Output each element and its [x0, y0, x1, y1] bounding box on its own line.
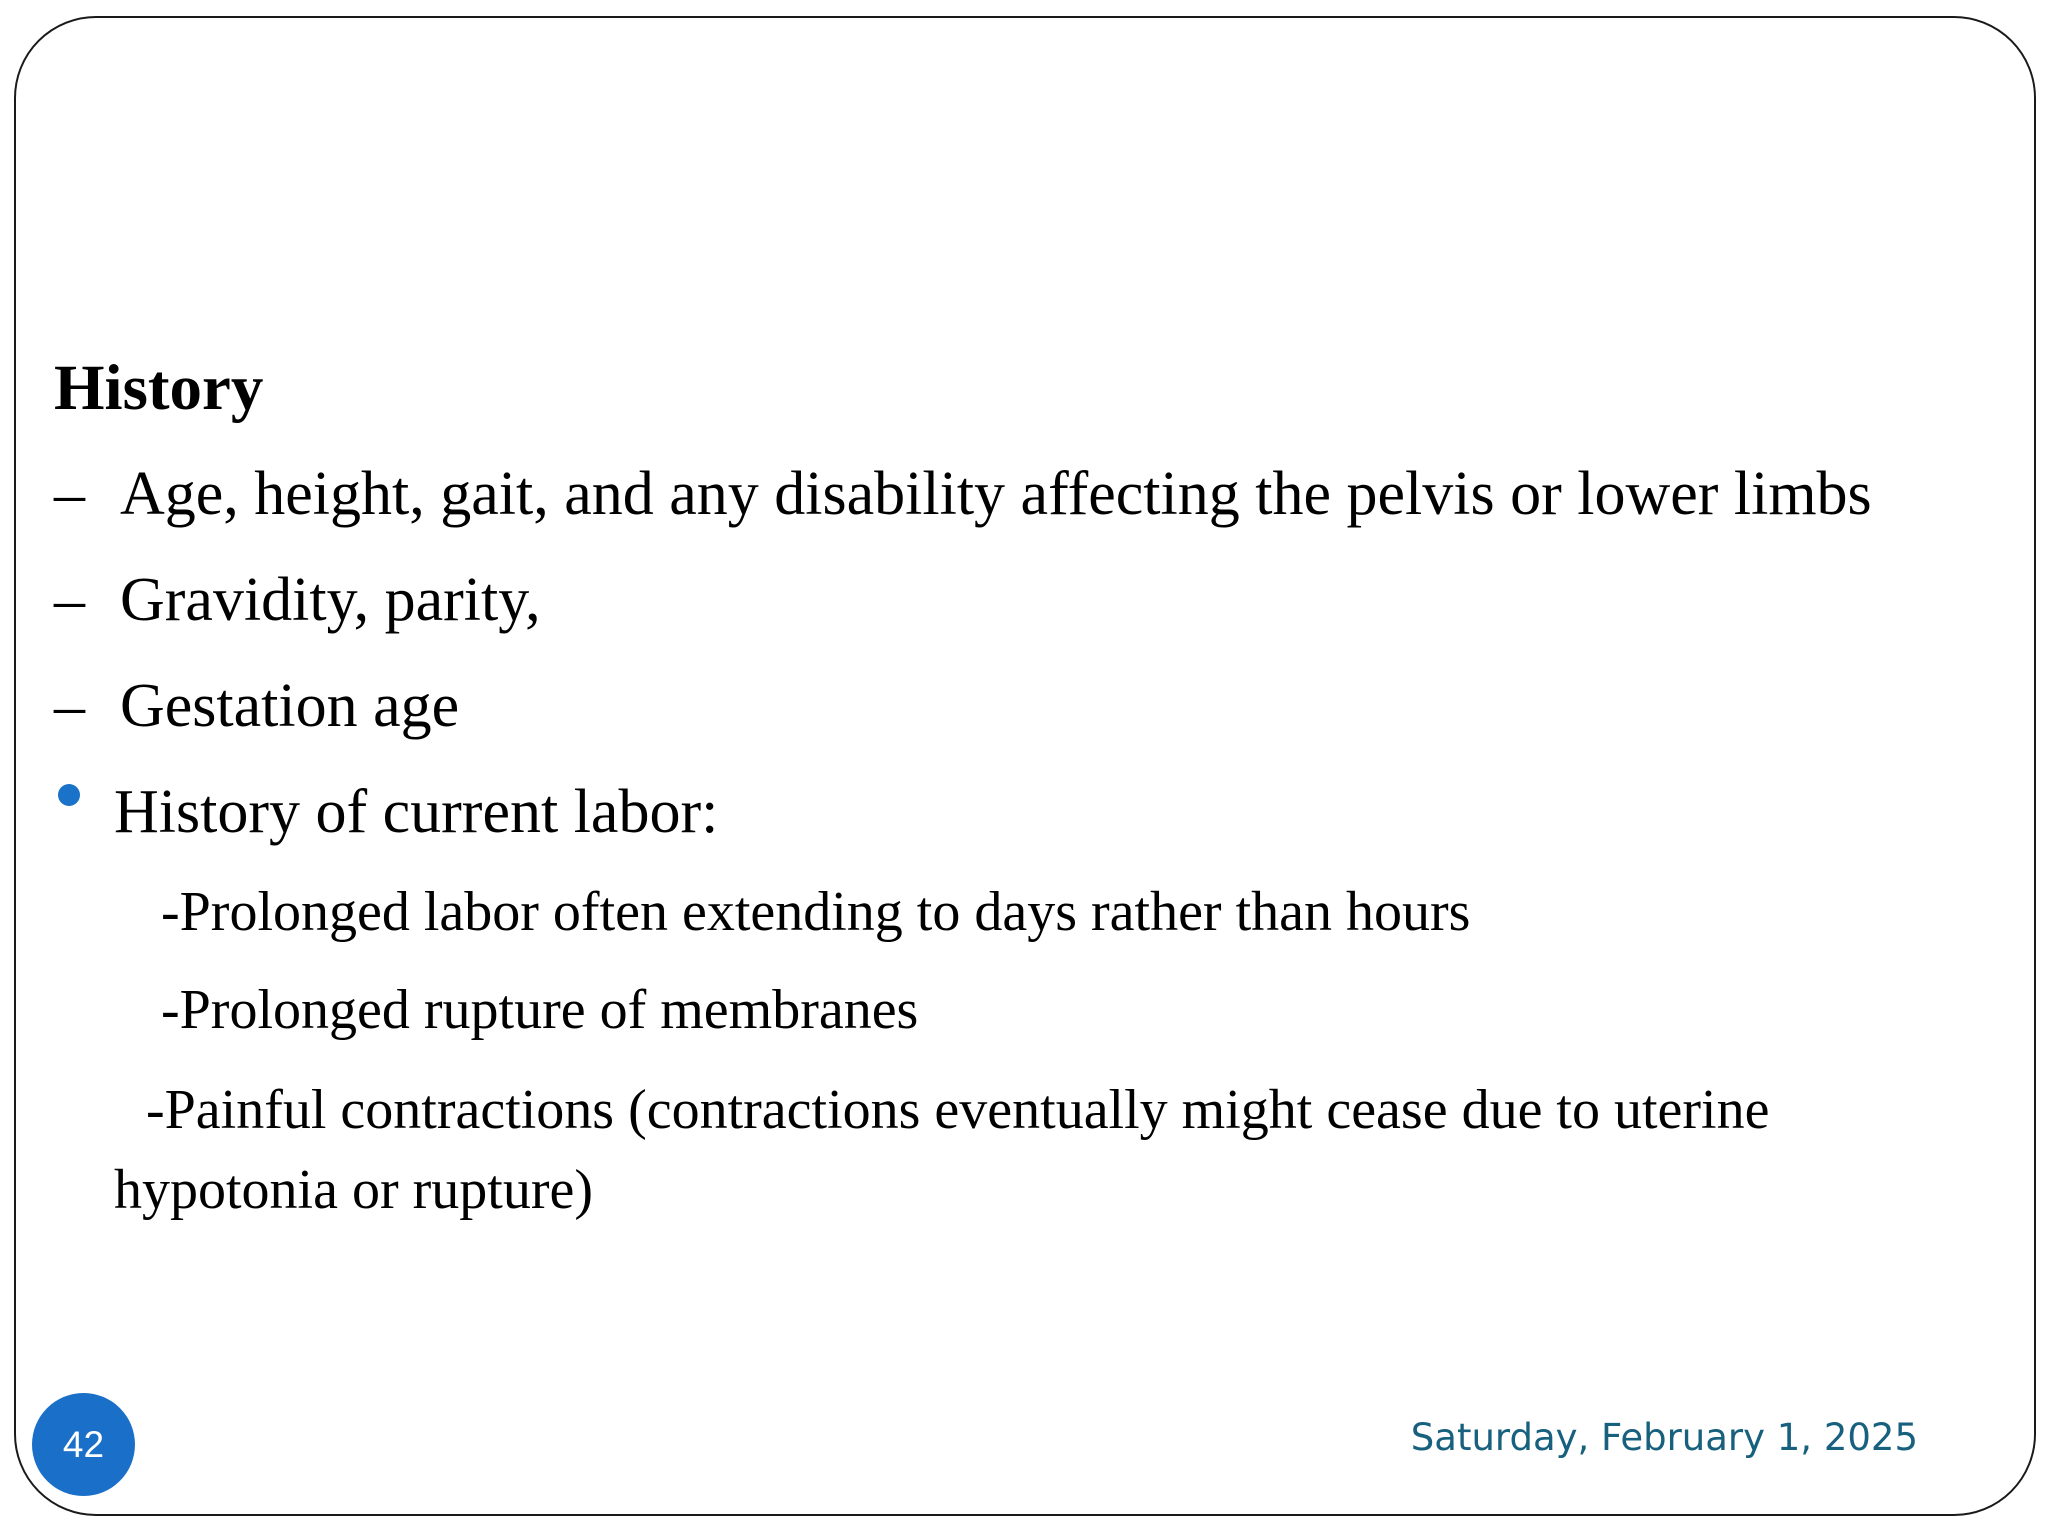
sub-item-multiline — [54, 1070, 1994, 1230]
dash-item-text: Gestation age — [120, 672, 460, 740]
bullet-item — [54, 774, 2014, 850]
sub-item: -Prolonged labor often extending to days rather than hours — [161, 881, 1471, 943]
dash-item — [54, 668, 2014, 744]
bullet-marker — [54, 774, 114, 850]
sub-item: -Prolonged rupture of membranes — [161, 979, 919, 1041]
dash-marker: – — [54, 460, 85, 528]
dash-item — [54, 456, 2014, 532]
footer-date: Saturday, February 1, 2025 — [1410, 1416, 1918, 1459]
slide-content — [54, 350, 2014, 1230]
page-number-badge: 42 — [32, 1393, 135, 1496]
dash-marker: – — [54, 672, 85, 740]
bullet-item-text: History of current labor: — [114, 778, 719, 846]
dash-marker: – — [54, 566, 85, 634]
sub-item-line: -Painful contractions (contractions eventually might cease due to uterine — [146, 1079, 1770, 1141]
bullet-dot-icon — [58, 784, 80, 806]
dash-item-text: Gravidity, parity, — [120, 566, 541, 634]
sub-item-line: hypotonia or rupture) — [114, 1159, 593, 1221]
section-heading: History — [54, 352, 264, 424]
dash-item — [54, 562, 2014, 638]
dash-item-text: Age, height, gait, and any disability affecting the pelvis or lower limbs — [120, 460, 1872, 528]
